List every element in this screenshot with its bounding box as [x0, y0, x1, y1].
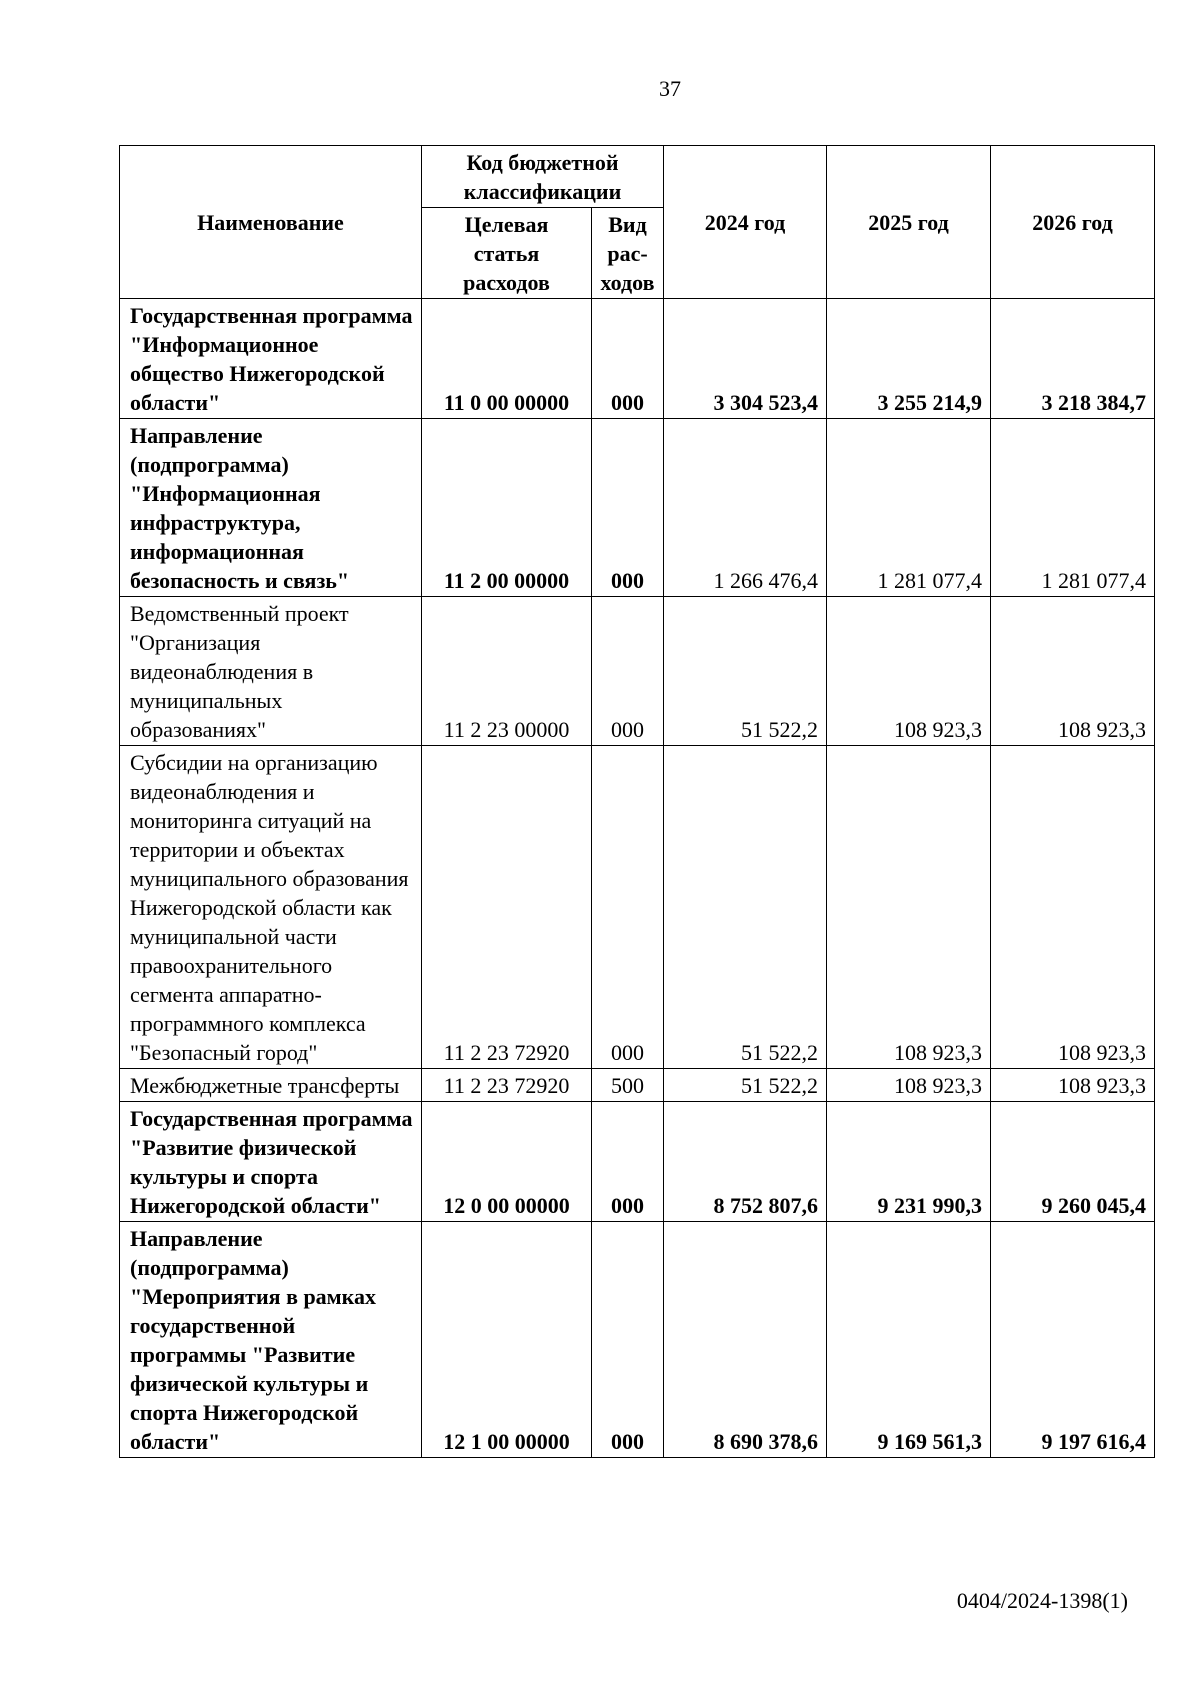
row-value-2024: 1 266 476,4 [664, 419, 827, 597]
row-target-article: 12 1 00 00000 [422, 1222, 592, 1458]
table-row [120, 1069, 1155, 1102]
table-row [120, 1222, 1155, 1458]
budget-table [119, 145, 1155, 1458]
row-expense-type: 000 [592, 597, 664, 746]
table-row [120, 1102, 1155, 1222]
row-name: Направление (подпрограмма) "Мероприятия в рамках государственной программы "Развитие физической культуры и спорта Нижегородской области" [120, 1222, 422, 1458]
row-value-2026: 1 281 077,4 [991, 419, 1155, 597]
row-value-2025: 9 169 561,3 [827, 1222, 991, 1458]
row-target-article: 11 2 23 00000 [422, 597, 592, 746]
header-expense-type: Вид рас- ходов [592, 208, 664, 299]
row-value-2024: 51 522,2 [664, 1069, 827, 1102]
row-name: Государственная программа "Развитие физической культуры и спорта Нижегородской области" [120, 1102, 422, 1222]
header-row-1 [120, 146, 1155, 208]
table-row [120, 746, 1155, 1069]
row-value-2026: 108 923,3 [991, 746, 1155, 1069]
row-value-2025: 108 923,3 [827, 1069, 991, 1102]
row-value-2026: 3 218 384,7 [991, 299, 1155, 419]
page-number: 37 [659, 76, 681, 101]
row-expense-type: 000 [592, 1102, 664, 1222]
row-value-2024: 3 304 523,4 [664, 299, 827, 419]
row-value-2026: 108 923,3 [991, 597, 1155, 746]
row-value-2026: 9 260 045,4 [991, 1102, 1155, 1222]
row-value-2025: 9 231 990,3 [827, 1102, 991, 1222]
row-expense-type: 500 [592, 1069, 664, 1102]
document-id: 0404/2024-1398(1) [956, 1588, 1128, 1613]
header-year-2025: 2025 год [827, 146, 991, 299]
header-year-2024: 2024 год [664, 146, 827, 299]
row-value-2024: 51 522,2 [664, 597, 827, 746]
row-value-2024: 8 690 378,6 [664, 1222, 827, 1458]
row-expense-type: 000 [592, 1222, 664, 1458]
row-value-2026: 108 923,3 [991, 1069, 1155, 1102]
row-value-2024: 8 752 807,6 [664, 1102, 827, 1222]
row-name: Государственная программа "Информационное общество Нижегородской области" [120, 299, 422, 419]
row-expense-type: 000 [592, 299, 664, 419]
table-row [120, 299, 1155, 419]
table-row [120, 419, 1155, 597]
row-target-article: 11 2 00 00000 [422, 419, 592, 597]
row-name: Ведомственный проект "Организация видеонаблюдения в муниципальных образованиях" [120, 597, 422, 746]
row-value-2026: 9 197 616,4 [991, 1222, 1155, 1458]
row-value-2025: 1 281 077,4 [827, 419, 991, 597]
row-expense-type: 000 [592, 419, 664, 597]
header-target-article: Целевая статья расходов [422, 208, 592, 299]
row-expense-type: 000 [592, 746, 664, 1069]
row-value-2024: 51 522,2 [664, 746, 827, 1069]
header-year-2026: 2026 год [991, 146, 1155, 299]
header-code-group: Код бюджетной классификации [422, 146, 664, 208]
row-target-article: 11 0 00 00000 [422, 299, 592, 419]
row-target-article: 12 0 00 00000 [422, 1102, 592, 1222]
table-row [120, 597, 1155, 746]
row-name: Субсидии на организацию видеонаблюдения и мониторинга ситуаций на территории и объектах муниципального образования Нижегородской области как муниципальной части правоохранительного сегмента аппаратно-программного комплекса "Безопасный город" [120, 746, 422, 1069]
row-value-2025: 3 255 214,9 [827, 299, 991, 419]
row-value-2025: 108 923,3 [827, 597, 991, 746]
row-target-article: 11 2 23 72920 [422, 746, 592, 1069]
row-name: Направление (подпрограмма) "Информационная инфраструктура, информационная безопасность и связь" [120, 419, 422, 597]
row-name: Межбюджетные трансферты [120, 1069, 422, 1102]
row-target-article: 11 2 23 72920 [422, 1069, 592, 1102]
header-name: Наименование [120, 146, 422, 299]
row-value-2025: 108 923,3 [827, 746, 991, 1069]
